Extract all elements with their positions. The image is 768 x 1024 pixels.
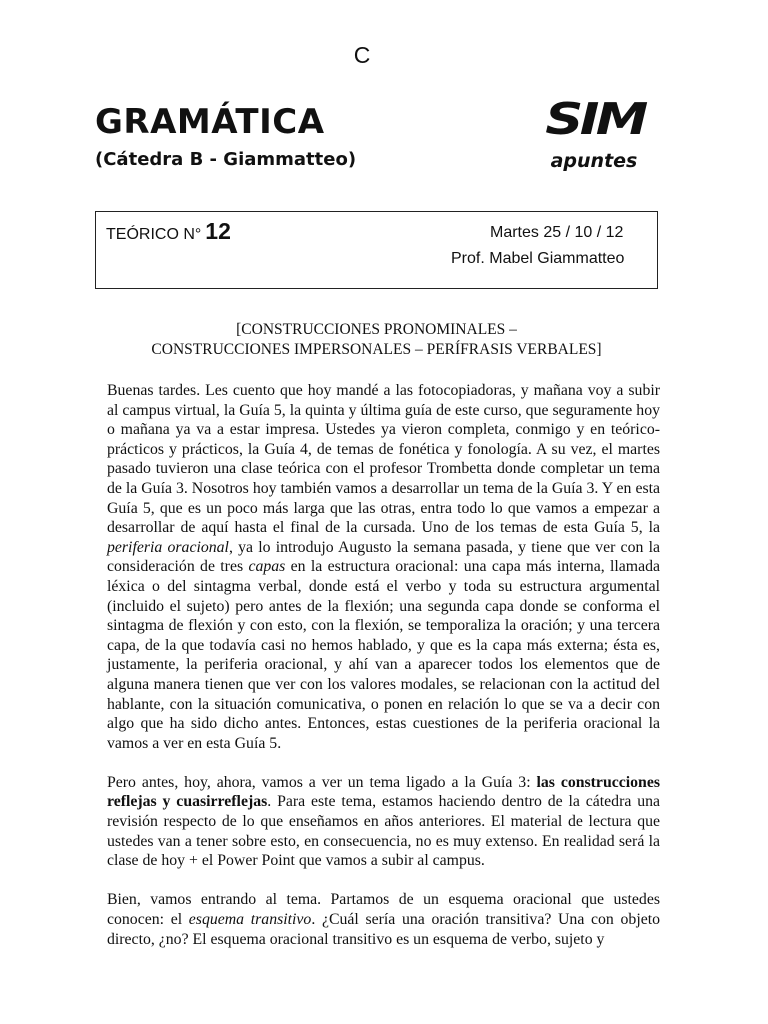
logo-sub-text: apuntes	[550, 150, 638, 172]
teorico-label-text: TEÓRICO N°	[106, 226, 202, 243]
professor-name: Prof. Mabel Giammatteo	[451, 250, 625, 267]
paragraph-3-text-a: Bien, vamos entrando al tema. Partamos de un esquema oracional que ustedes conocen: el	[107, 891, 660, 929]
paragraph-2-bold-construcciones: las construcciones reflejas y cuasirreflejas	[107, 773, 660, 811]
page-letter: C	[353, 42, 371, 68]
heading-line-1: [CONSTRUCCIONES PRONOMINALES –	[236, 321, 517, 338]
body-text	[107, 381, 660, 969]
paragraph-3	[107, 890, 660, 949]
class-date: Martes 25 / 10 / 12	[490, 224, 624, 241]
heading-line-2: CONSTRUCCIONES IMPERSONALES – PERÍFRASIS VERBALES]	[151, 340, 602, 358]
document-subtitle: (Cátedra B - Giammatteo)	[95, 149, 357, 170]
section-heading	[95, 320, 658, 359]
class-info-box	[95, 211, 658, 289]
teorico-label	[106, 218, 231, 245]
paragraph-1-italic-periferia: periferia oracional	[107, 538, 229, 556]
paragraph-2-text-c: . Para este tema, estamos haciendo dentro de la cátedra una revisión respecto de lo que enseñamos en años anteriores. El material de lectura que ustedes van a tener sobre esto, en consecuencia, no es muy extenso. En realidad será la clase de hoy + el Power Point que vamos a subir al campus.	[107, 793, 660, 870]
paragraph-1	[107, 381, 660, 753]
paragraph-1-text-c: , ya lo introdujo Augusto la semana pasada, y tiene que ver con la consideración de tres	[107, 538, 660, 576]
sim-apuntes-logo	[526, 96, 662, 186]
paragraph-2-text-a: Pero antes, hoy, ahora, vamos a ver un tema ligado a la Guía 3:	[107, 773, 537, 791]
paragraph-3-text-c: . ¿Cuál sería una oración transitiva? Una con objeto directo, ¿no? El esquema oracional transitivo es un esquema de verbo, sujeto y	[107, 911, 661, 948]
paragraph-1-text-e: en la estructura oracional: una capa más interna, llamada léxica o del sintagma verbal, donde está el verbo y toda su estructura argumental (incluido el sujeto) pero antes de la flexión; una segunda capa donde se conforma el sintagma de flexión y con esto, con la flexión, se temporaliza la oración; y una tercera capa, de la que todavía casi no hemos hablado, y que es la capa más externa; ésta es, justamente, la periferia oracional, y ahí van a aparecer todos los elementos que de alguna manera tienen que ver con los valores modales, se relacionan con la actitud del hablante, con la situación comunicativa, o ponen en relación lo que se va a decir con algo que ha sido dicho antes. Entonces, estas cuestiones de la periferia oracional la vamos a ver en esta Guía 5.	[107, 558, 660, 752]
paragraph-1-italic-capas: capas	[248, 558, 286, 576]
logo-main-text: SIM	[545, 94, 645, 145]
document-title: GRAMÁTICA	[95, 102, 325, 142]
paragraph-2	[107, 773, 660, 871]
teorico-number: 12	[205, 218, 231, 244]
paragraph-3-italic-esquema: esquema transitivo	[188, 911, 312, 929]
paragraph-1-text-a: Buenas tardes. Les cuento que hoy mandé a las fotocopiadoras, y mañana voy a subir al campus virtual, la Guía 5, la quinta y última guía de este curso, que seguramente hoy o mañana ya va a estar impresa. Ustedes ya vieron completa, conmigo y en teórico-prácticos y prácticos, la Guía 4, de temas de fonética y fonología. A su vez, el martes pasado tuvieron una clase teórica con el profesor Trombetta donde completar un tema de la Guía 3. Nosotros hoy también vamos a desarrollar un tema de la Guía 3. Y en esta Guía 5, que es un poco más larga que las otras, entra todo lo que vamos a empezar a desarrollar de aquí hasta el final de la cursada. Uno de los temas de esta Guía 5, la	[107, 382, 660, 537]
